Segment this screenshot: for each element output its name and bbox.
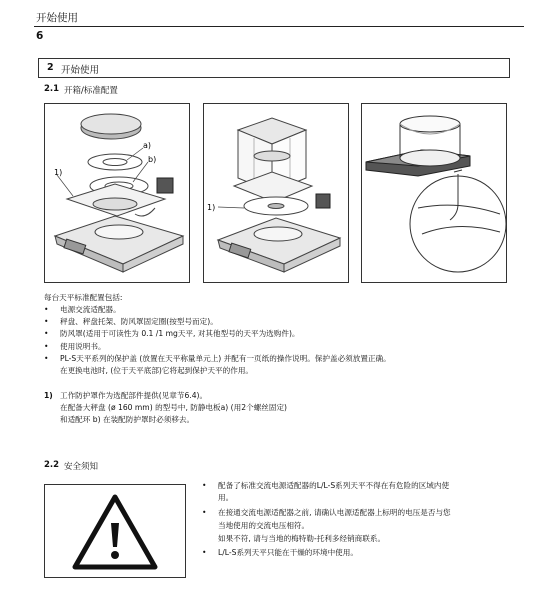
section-heading (38, 58, 510, 78)
footnote-marker: 1) (44, 391, 53, 400)
list-item (202, 480, 522, 504)
figure-balance-closeup (361, 103, 507, 283)
warning-triangle-icon (45, 485, 185, 577)
footnote-text: 在配备大秤盘 (ø 160 mm) 的型号中, 防静电板a) (用2个螺丝固定) (60, 403, 288, 413)
balance-exploded-illustration (45, 104, 189, 282)
subsection-2-number: 2.2 (44, 460, 60, 470)
fig2-label-1: 1) (207, 203, 216, 212)
footnote-block (44, 390, 484, 427)
list-item-text: PL-S天平系列的保护盖 (放置在天平称量单元上) 并配有一页纸的操作说明。保护盖必须放置正确。 (60, 353, 391, 363)
section-number: 2 (47, 62, 54, 73)
footnote-text: 工作防护罩作为选配部件提供(见章节6.4)。 (60, 391, 208, 400)
standard-config-intro: 每台天平标准配置包括: (44, 293, 123, 302)
header-title: 开始使用 (36, 12, 78, 24)
subsection-1-number: 2.1 (44, 84, 60, 94)
section-title: 开始使用 (61, 65, 100, 76)
footnote-line (44, 390, 484, 402)
bullet-marker: • (44, 317, 49, 327)
list-item-text: 配备了标准交流电源适配器的L/L-S系列天平不得在有危险的区域内使 (218, 481, 450, 490)
header-rule (34, 26, 524, 27)
page-number: 6 (36, 30, 44, 42)
fig1-label-a: a) (143, 141, 152, 150)
safety-list (202, 480, 522, 559)
list-item-continuation-text: 在更换电池时, (位于天平底部)它将起到保护天平的作用。 (60, 365, 253, 375)
list-item-text: 当地使用的交流电压相符。 (218, 520, 310, 530)
balance-windshield-illustration (204, 104, 348, 282)
list-item (44, 304, 484, 316)
warning-sign-box (44, 484, 186, 578)
list-item-continuation (44, 365, 484, 377)
list-item-text: 用。 (218, 493, 234, 503)
bullet-marker: • (202, 547, 207, 557)
bullet-marker: • (44, 353, 49, 363)
bullet-marker: • (44, 305, 49, 314)
list-item (44, 353, 484, 365)
list-item-text: 使用说明书。 (60, 341, 106, 351)
figure-balance-exploded (44, 103, 190, 283)
footnote-line (44, 402, 484, 414)
subsection-1-title: 开箱/标准配置 (64, 86, 118, 96)
list-item-text: 在接通交流电源适配器之前, 请确认电源适配器上标明的电压是否与您 (218, 508, 451, 518)
list-item (44, 316, 484, 328)
bullet-marker: • (44, 329, 49, 339)
balance-closeup-illustration (362, 104, 506, 282)
footnote-line (44, 414, 484, 426)
figure-balance-windshield (203, 103, 349, 283)
list-item-text: 秤盘、秤盘托架、防风罩固定圈(按型号而定)。 (60, 317, 218, 327)
list-item-text: 电源交流适配器。 (60, 305, 121, 314)
footnote-text: 和适配环 b) 在装配防护罩时必须移去。 (60, 415, 195, 425)
list-item-text: 如果不符, 请与当地的梅特勒-托利多经销商联系。 (218, 534, 386, 544)
subsection-2-title: 安全须知 (64, 462, 99, 472)
list-item-text: 防风罩(适用于可读性为 0.1 /1 mg天平, 对其他型号的天平为选购件)。 (60, 329, 300, 339)
list-item (202, 507, 522, 544)
list-item (202, 547, 522, 559)
bullet-marker: • (44, 341, 49, 351)
fig1-label-b: b) (148, 155, 157, 164)
fig1-label-1: 1) (54, 168, 63, 177)
standard-config-list (44, 304, 484, 377)
bullet-marker: • (202, 481, 207, 490)
list-item (44, 341, 484, 353)
bullet-marker: • (202, 508, 207, 518)
list-item (44, 328, 484, 340)
list-item-text: L/L-S系列天平只能在干燥的环境中使用。 (218, 547, 358, 557)
